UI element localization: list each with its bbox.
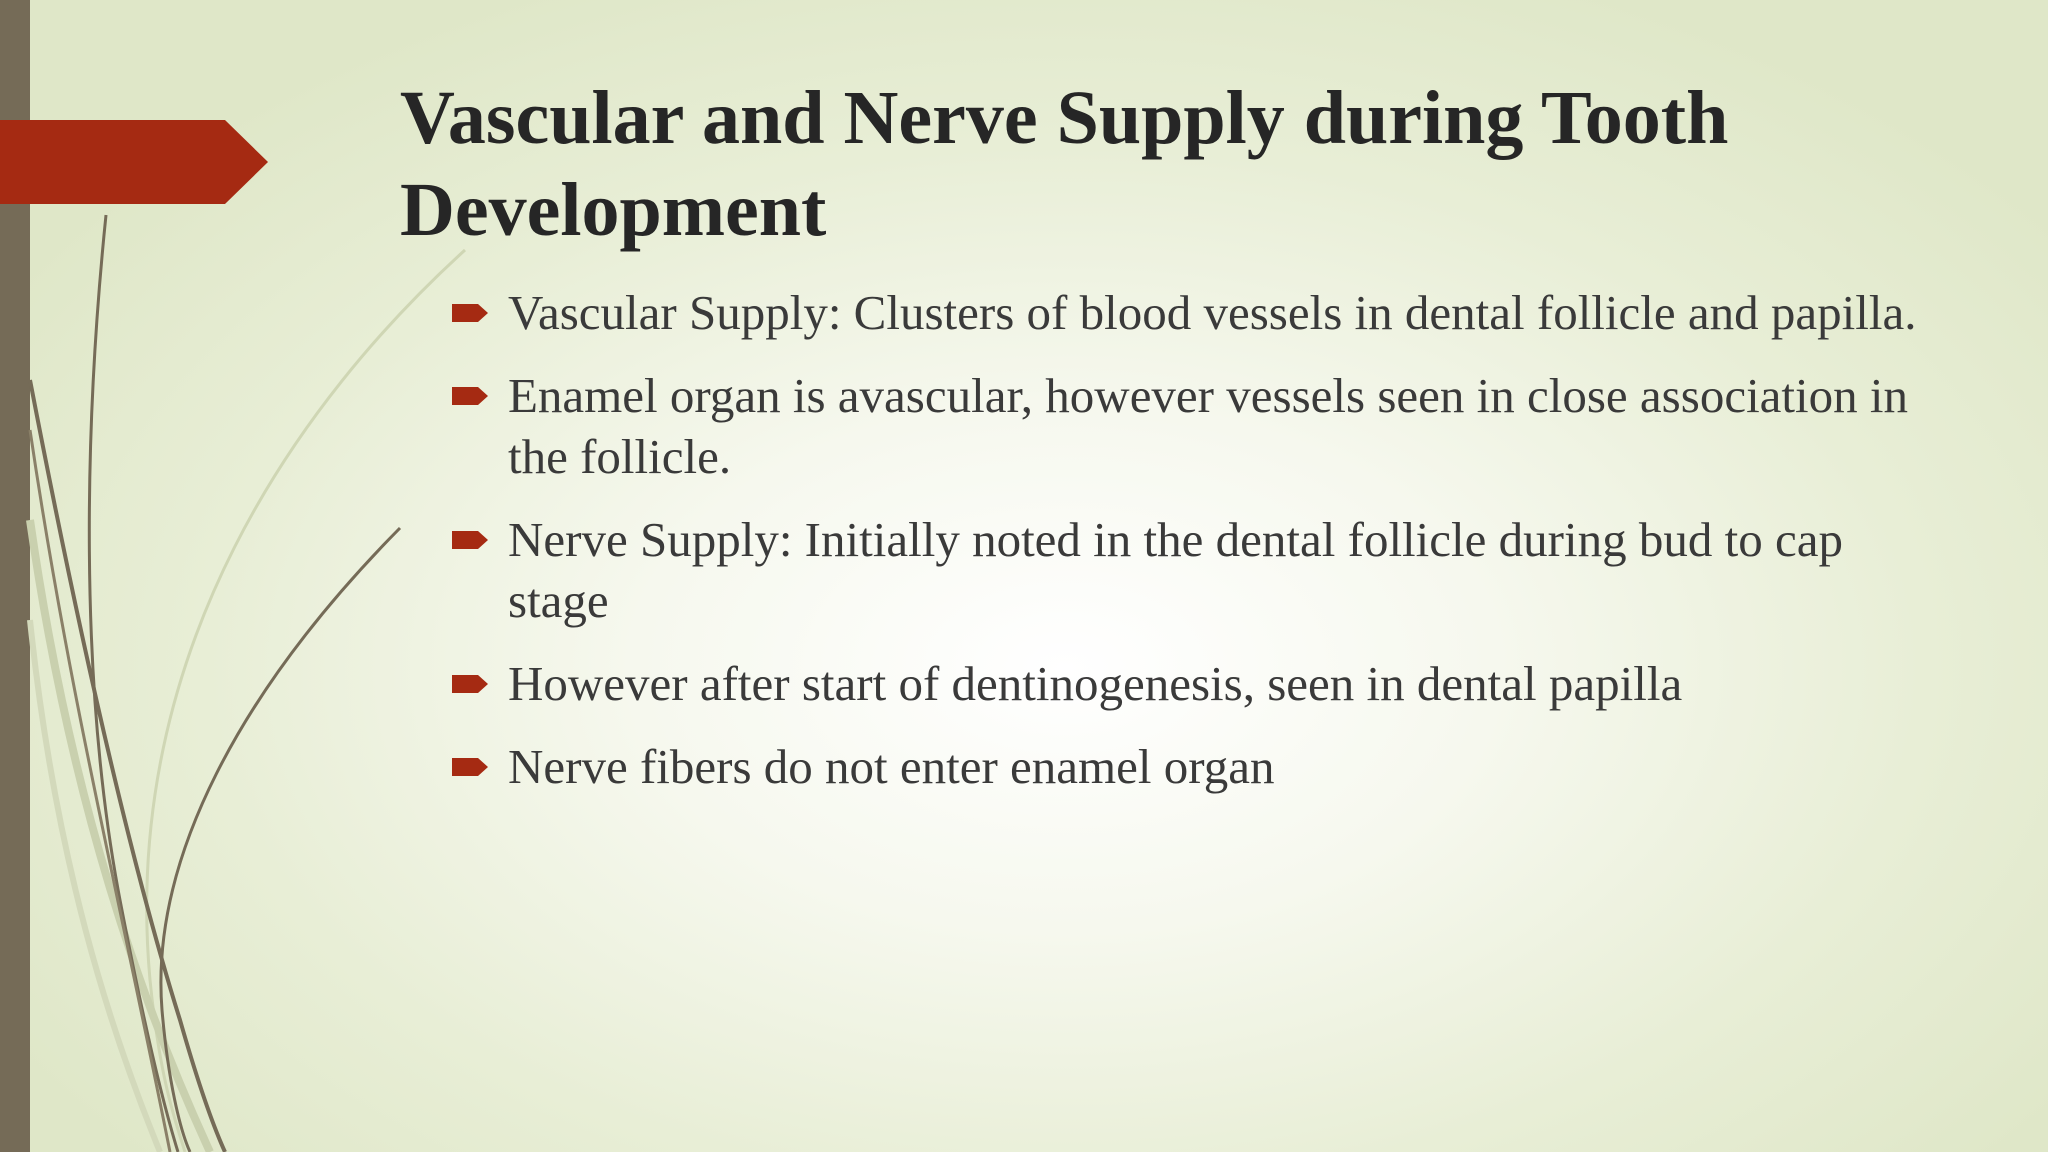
bullet-list (452, 282, 1952, 819)
arrow-bullet-icon (452, 673, 490, 695)
decor-stroke-3 (30, 380, 225, 1152)
bullet-item (452, 653, 1952, 714)
arrow-bullet-icon (452, 302, 490, 324)
arrow-bullet-icon (452, 385, 490, 407)
decor-stroke-4 (30, 430, 170, 1152)
bullet-text: Nerve Supply: Initially noted in the dental follicle during bud to cap stage (508, 512, 1843, 628)
bullet-item (452, 509, 1952, 631)
decor-stroke-faint-1 (147, 250, 465, 1152)
arrow-bullet-icon (452, 529, 490, 551)
bullet-item (452, 365, 1952, 487)
arrow-bullet-icon (452, 756, 490, 778)
decor-stroke-1 (89, 215, 178, 1152)
title-accent-tab (0, 120, 268, 204)
bullet-item (452, 736, 1952, 797)
bullet-text: Enamel organ is avascular, however vessels seen in close association in the follicle. (508, 368, 1909, 484)
bullet-text: However after start of dentinogenesis, seen in dental papilla (508, 656, 1683, 711)
bullet-item (452, 282, 1952, 343)
decor-stroke-2 (161, 528, 400, 1152)
slide-title: Vascular and Nerve Supply during Tooth Development (400, 76, 1729, 252)
bullet-text: Vascular Supply: Clusters of blood vessels in dental follicle and papilla. (508, 285, 1917, 340)
decor-stroke-faint-2 (30, 520, 210, 1152)
bullet-text: Nerve fibers do not enter enamel organ (508, 739, 1275, 794)
